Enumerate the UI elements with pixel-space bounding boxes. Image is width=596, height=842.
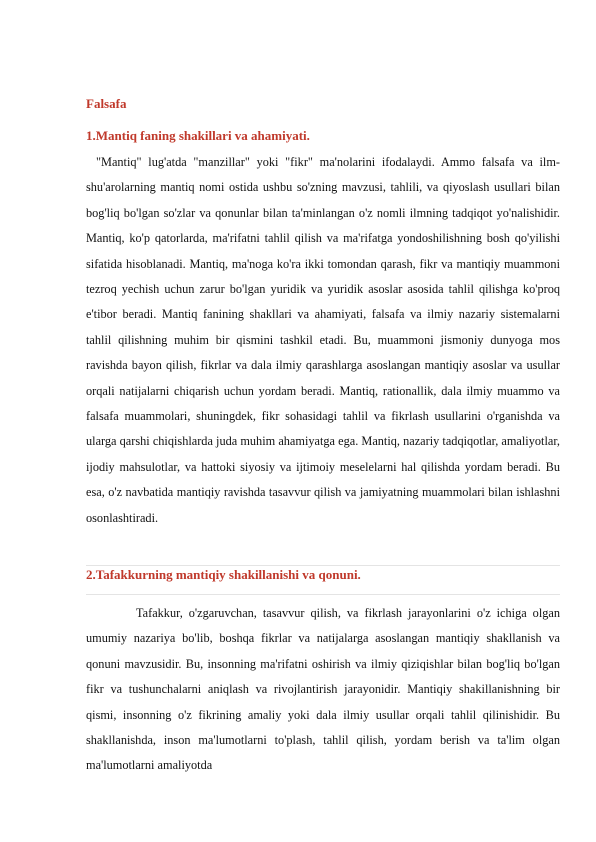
section-divider-top — [86, 565, 560, 566]
section-1-heading: 1.Mantiq faning shakillari va ahamiyati. — [86, 128, 310, 143]
section-2-heading: 2.Tafakkurning mantiqiy shakillanishi va qonuni. — [86, 567, 361, 582]
document-title: Falsafa — [86, 96, 127, 111]
section-2-paragraph: Tafakkur, o'zgaruvchan, tasavvur qilish, va fikrlash jarayonlarini o'z ichiga olgan umumiy nazariya bo'lib, boshqa fikrlar va natijalarga asoslangan mantiqiy shakllanish va qonuni mavzusidir. Bu, insonning ma'rifatni oshirish va ilmiy qiziqishlar bilan bog'liq bo'lgan fikr va tushunchalarni aniqlash va rivojlantirish jarayonidir. Mantiqiy shakillanishning bir qismi, insonning o'z fikrining amaliy yoki dala ilmiy usullar orqali tahlil qilinishidir. Bu shakllanishda, inson ma'lumotlarni to'plash, tahlil qilish, yordam berish va ta'lim olgan ma'lumotlarni amaliyotda — [86, 606, 560, 773]
section-divider-bottom — [86, 594, 560, 595]
section-1-paragraph: "Mantiq" lug'atda "manzillar" yoki "fikr" ma'nolarini ifodalaydi. Ammo falsafa va ilm-shu'arolarning mantiq nomi ostida ushbu so'zning mavzusi, tahlili, va qiyoslash usullari bilan bog'liq bo'lgan so'zlar va qonunlar bilan ta'minlangan o'z nomli ilmning tadqiqot yo'nalishidir. Mantiq, ko'p qatorlarda, ma'rifatni tahlil qilish va ma'rifatga yondoshilishning bosh qo'yilishi sifatida hisoblanadi. Mantiq, ma'noga ko'ra ikki tomondan qarash, fikr va mantiqiy muammoni tezroq yechish uchun zarur bo'lgan yuridik va yuridik asoslar asosida tahlil qilishga ko'proq e'tibor beradi. Mantiq fanining shakllari va ahamiyati, falsafa va ilmiy nazariy sistemalarni tahlil qilishning muhim bir qismini tashkil etadi. Bu, muammoni jismoniy dunyoga mos ravishda bayon qilish, fikrlar va dala ilmiy qarashlarga asoslangan mantiqiy asoslar va usullar orqali natijalarni chiqarish uchun yordam beradi. Mantiq, rationallik, dala ilmiy muammo va falsafa muammolari, shuningdek, fikr sohasidagi tahlil va fikrlash usullarini o'rganishda va ularga qarshi chiqishlarda juda muhim ahamiyatga ega. Mantiq, nazariy tadqiqotlar, amaliyotlar, ijodiy mahsulotlar, va hattoki siyosiy va ijtimoiy meselelarni hal qilishda yordam beradi. Bu esa, o'z navbatida mantiqiy ravishda tasavvur qilish va jamiyatning muammolari bilan ishlashni osonlashtiradi. — [86, 155, 560, 525]
